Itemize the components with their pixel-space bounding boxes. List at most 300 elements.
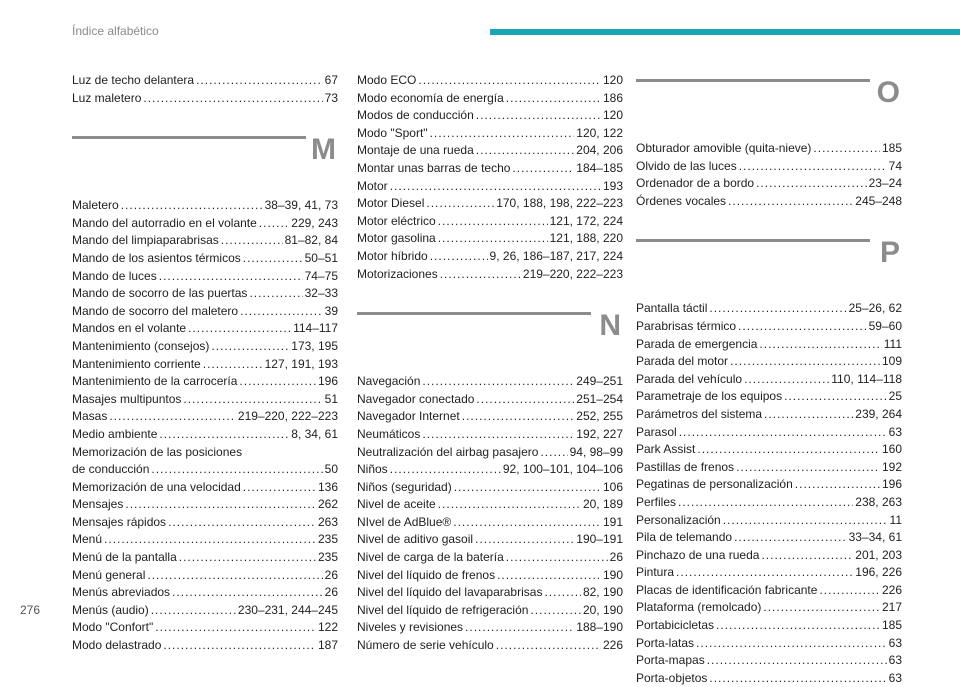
entry-pages: 39 <box>324 303 338 318</box>
index-entry <box>72 90 338 108</box>
entry-leader-dots <box>104 531 316 549</box>
entry-leader-dots <box>183 391 322 409</box>
entry-pages: 63 <box>888 635 902 650</box>
entry-term: Montaje de una rueda <box>357 143 474 158</box>
entry-leader-dots <box>738 318 867 336</box>
entry-pages: 120, 122 <box>576 125 623 140</box>
entry-pages: 190 <box>602 567 623 582</box>
index-entry <box>72 531 338 549</box>
index-entry <box>357 90 623 108</box>
entry-pages: 111 <box>883 336 902 351</box>
entry-pages: 63 <box>888 653 902 668</box>
entry-term: Porta-mapas <box>636 653 705 668</box>
entry-leader-dots <box>422 373 574 391</box>
index-entry <box>72 232 338 250</box>
index-entry <box>72 268 338 286</box>
entry-leader-dots <box>168 514 316 532</box>
entry-term: Nivel de aditivo gasoil <box>357 532 474 547</box>
section-header-n <box>357 311 623 363</box>
entry-pages: 235 <box>317 550 338 565</box>
entry-pages: 187 <box>317 638 338 653</box>
entry-pages: 25 <box>888 389 902 404</box>
index-entry <box>72 391 338 409</box>
entry-leader-dots <box>678 494 853 512</box>
entry-pages: 26 <box>324 585 338 600</box>
index-entry <box>357 619 623 637</box>
entry-leader-dots <box>734 529 847 547</box>
index-entry <box>72 619 338 637</box>
index-entry <box>357 531 623 549</box>
entry-term: Niveles y revisiones <box>357 620 464 635</box>
entry-leader-dots <box>512 160 574 178</box>
index-entry <box>72 514 338 532</box>
section-rule <box>357 312 591 315</box>
entry-term: Número de serie vehículo <box>357 638 494 653</box>
index-entry <box>357 178 623 196</box>
index-entry <box>72 461 338 479</box>
entry-leader-dots <box>121 197 263 215</box>
entry-leader-dots <box>764 406 853 424</box>
index-entry <box>357 373 623 391</box>
entry-list <box>72 197 338 654</box>
index-entry: Memorización de las posiciones <box>72 444 243 459</box>
index-entry <box>636 353 902 371</box>
index-entry <box>636 564 902 582</box>
section-header-m <box>72 135 338 187</box>
entry-term: Pantalla táctil <box>636 301 708 316</box>
entry-pages: 114–117 <box>293 321 338 336</box>
entry-leader-dots <box>159 268 303 286</box>
entry-pages: 185 <box>881 618 902 633</box>
entry-term: Masajes multipuntos <box>72 391 182 406</box>
entry-term: Motor <box>357 178 388 193</box>
entry-term: Masas <box>72 409 108 424</box>
index-entry <box>636 635 902 653</box>
entry-leader-dots <box>544 584 581 602</box>
index-entry <box>636 193 902 211</box>
index-entry <box>357 266 623 284</box>
entry-pages: 252, 255 <box>576 409 623 424</box>
entry-leader-dots <box>196 72 323 90</box>
entry-pages: 235 <box>317 532 338 547</box>
entry-pages: 50 <box>324 462 338 477</box>
entry-leader-dots <box>390 461 501 479</box>
entry-leader-dots <box>784 388 887 406</box>
entry-list <box>357 373 623 655</box>
index-entry <box>636 371 902 389</box>
index-entry <box>636 529 902 547</box>
entry-term: Nivel de carga de la batería <box>357 550 504 565</box>
entry-leader-dots <box>476 142 575 160</box>
section-letter: N <box>599 309 621 343</box>
entry-term: de conducción <box>72 462 150 477</box>
entry-leader-dots <box>390 178 601 196</box>
entry-pages: 74–75 <box>304 268 338 283</box>
entry-pages: 9, 26, 186–187, 217, 224 <box>489 248 623 263</box>
entry-term: Parada de emergencia <box>636 336 758 351</box>
entry-pages: 160 <box>881 442 902 457</box>
entry-leader-dots <box>430 248 488 266</box>
entry-pages: 217 <box>881 600 902 615</box>
entry-pages: 81–82, 84 <box>284 233 338 248</box>
index-entry <box>357 461 623 479</box>
entry-pages: 192 <box>881 459 902 474</box>
entry-pages: 50–51 <box>304 250 338 265</box>
entry-term: Montar unas barras de techo <box>357 160 511 175</box>
index-entry <box>72 602 338 620</box>
entry-pages: 136 <box>317 479 338 494</box>
entry-pages: 11 <box>889 512 902 527</box>
index-entry <box>72 373 338 391</box>
entry-leader-dots <box>440 266 521 284</box>
index-entry <box>357 72 623 90</box>
entry-leader-dots <box>454 479 601 497</box>
entry-leader-dots <box>438 213 548 231</box>
entry-leader-dots <box>211 338 289 356</box>
entry-leader-dots <box>756 175 867 193</box>
entry-term: Pinchazo de una rueda <box>636 547 760 562</box>
entry-term: Medio ambiente <box>72 426 158 441</box>
entry-term: Memorización de una velocidad <box>72 479 241 494</box>
entry-list <box>357 72 623 283</box>
index-entry <box>72 320 338 338</box>
section-rule <box>72 136 306 139</box>
entry-term: Obturador amovible (quita-nieve) <box>636 141 812 155</box>
entry-term: Pastillas de frenos <box>636 459 735 474</box>
entry-pages: 239, 264 <box>855 406 902 421</box>
entry-pages: 184–185 <box>576 160 623 175</box>
entry-pages: 229, 243 <box>291 215 338 230</box>
entry-pages: 25–26, 62 <box>848 301 902 316</box>
entry-leader-dots <box>465 619 574 637</box>
entry-pages: 121, 172, 224 <box>549 213 623 228</box>
entry-term: Parada del vehículo <box>636 371 743 386</box>
entry-leader-dots <box>159 426 289 444</box>
entry-pages: 251–254 <box>576 391 623 406</box>
entry-pages: 201, 203 <box>855 547 902 562</box>
index-entry <box>72 408 338 426</box>
entry-pages: 20, 189 <box>582 497 623 512</box>
entry-leader-dots <box>147 567 322 585</box>
entry-leader-dots <box>506 549 608 567</box>
entry-term: Modo economía de energía <box>357 90 504 105</box>
index-entry <box>357 230 623 248</box>
index-column-2 <box>357 72 623 655</box>
entry-pages: 191 <box>602 514 623 529</box>
entry-leader-dots <box>744 371 829 389</box>
entry-leader-dots <box>462 408 575 426</box>
index-entry <box>636 512 902 530</box>
index-entry <box>357 567 623 585</box>
entry-list <box>636 140 902 210</box>
index-entry <box>72 250 338 268</box>
entry-leader-dots <box>530 602 581 620</box>
index-entry <box>72 215 338 233</box>
entry-pages: 121, 188, 220 <box>549 231 623 246</box>
entry-pages: 63 <box>888 424 902 439</box>
entry-pages: 73 <box>324 90 338 105</box>
entry-pages: 51 <box>324 391 338 406</box>
index-entry <box>72 584 338 602</box>
index-entry <box>636 336 902 354</box>
entry-leader-dots <box>506 90 601 108</box>
section-letter: P <box>879 236 900 270</box>
index-entry <box>72 338 338 356</box>
entry-leader-dots <box>418 72 601 90</box>
entry-leader-dots <box>155 619 316 637</box>
entry-term: Parada del motor <box>636 354 729 369</box>
entry-leader-dots <box>259 215 289 233</box>
index-column-3 <box>636 72 902 687</box>
entry-leader-dots <box>761 547 853 565</box>
entry-leader-dots <box>696 635 887 653</box>
entry-pages: 204, 206 <box>576 143 623 158</box>
entry-pages: 193 <box>602 178 623 193</box>
entry-leader-dots <box>540 444 567 462</box>
entry-leader-dots <box>475 531 574 549</box>
entry-term: Navegador conectado <box>357 391 475 406</box>
entry-pages: 170, 188, 198, 222–223 <box>496 196 623 211</box>
index-entry <box>636 617 902 635</box>
index-entry <box>357 514 623 532</box>
entry-pages: 122 <box>317 620 338 635</box>
entry-term: Modo "Sport" <box>357 125 428 140</box>
entry-pages: 110, 114–118 <box>831 371 902 386</box>
index-column-1 <box>72 72 338 655</box>
index-entry <box>636 140 902 158</box>
entry-term: Neumáticos <box>357 426 421 441</box>
entry-term: Olvido de las luces <box>636 158 737 173</box>
entry-pages: 238, 263 <box>855 494 902 509</box>
entry-leader-dots <box>188 320 291 338</box>
index-entry <box>357 479 623 497</box>
index-entry <box>357 160 623 178</box>
entry-pages: 67 <box>324 73 338 87</box>
entry-term: Mando del limpiaparabrisas <box>72 233 219 248</box>
entry-leader-dots <box>476 107 601 125</box>
entry-pages: 26 <box>609 550 623 565</box>
entry-leader-dots <box>426 195 494 213</box>
entry-leader-dots <box>709 670 886 687</box>
entry-term: Motor eléctrico <box>357 213 436 228</box>
index-entry <box>636 476 902 494</box>
entry-pages: 249–251 <box>576 374 623 389</box>
index-entry <box>357 125 623 143</box>
index-entry <box>72 197 338 215</box>
entry-pages: 38–39, 41, 73 <box>264 198 338 213</box>
entry-pages: 109 <box>881 354 902 369</box>
section-rule <box>636 239 870 242</box>
entry-leader-dots <box>736 459 880 477</box>
index-entry <box>636 670 902 687</box>
entry-leader-dots <box>143 90 322 108</box>
entry-term: Mensajes <box>72 497 124 512</box>
entry-leader-dots <box>172 584 323 602</box>
entry-pages: 20, 190 <box>582 602 623 617</box>
entry-term: Parametraje de los equipos <box>636 389 783 404</box>
entry-term: Menús abreviados <box>72 585 171 600</box>
entry-term: Pila de telemando <box>636 530 733 545</box>
index-entry <box>636 547 902 565</box>
entry-leader-dots <box>438 230 548 248</box>
entry-pages: 226 <box>602 638 623 653</box>
index-entry <box>72 285 338 303</box>
entry-leader-dots <box>697 441 880 459</box>
entry-pages: 127, 191, 193 <box>264 356 338 371</box>
section-header-o <box>636 78 902 130</box>
entry-term: Menú general <box>72 567 146 582</box>
entry-pages: 192, 227 <box>576 426 623 441</box>
entry-term: Navegador Internet <box>357 409 460 424</box>
entry-pages: 33–34, 61 <box>848 530 902 545</box>
entry-leader-dots <box>759 336 881 354</box>
entry-term: Niños <box>357 462 388 477</box>
entry-term: Órdenes vocales <box>636 193 727 208</box>
entry-term: Neutralización del airbag pasajero <box>357 444 539 459</box>
entry-term: Parámetros del sistema <box>636 406 763 421</box>
entry-term: Motorizaciones <box>357 266 438 281</box>
entry-pages: 188–190 <box>576 620 623 635</box>
index-entry <box>636 388 902 406</box>
entry-term: Perfiles <box>636 494 677 509</box>
section-letter: M <box>311 133 336 167</box>
entry-term: Plataforma (remolcado) <box>636 600 762 615</box>
entry-term: Menú de la pantalla <box>72 550 177 565</box>
index-entry <box>636 175 902 193</box>
entry-leader-dots <box>813 140 880 158</box>
entry-leader-dots <box>438 496 581 514</box>
entry-term: Mando del autorradio en el volante <box>72 215 257 230</box>
entry-term: Mandos en el volante <box>72 321 187 336</box>
entry-leader-dots <box>716 617 880 635</box>
index-entry <box>357 142 623 160</box>
entry-term: Menús (audio) <box>72 602 149 617</box>
entry-term: Luz maletero <box>72 90 142 105</box>
index-entry <box>636 599 902 617</box>
entry-term: Navegación <box>357 374 421 389</box>
index-entry <box>357 549 623 567</box>
entry-list <box>636 300 902 687</box>
entry-leader-dots <box>497 567 601 585</box>
index-entry <box>636 318 902 336</box>
index-entry <box>636 459 902 477</box>
entry-leader-dots <box>730 353 880 371</box>
index-entry <box>636 158 902 176</box>
entry-leader-dots <box>125 496 316 514</box>
entry-term: Mando de socorro del maletero <box>72 303 239 318</box>
header-accent-bar <box>490 29 960 35</box>
entry-term: Porta-latas <box>636 635 695 650</box>
entry-term: Luz de techo delantera <box>72 73 195 87</box>
index-entry <box>636 424 902 442</box>
index-entry <box>357 107 623 125</box>
entry-term: Motor híbrido <box>357 248 428 263</box>
index-entry <box>72 303 338 321</box>
entry-pages: 106 <box>602 479 623 494</box>
entry-pages: 219–220, 222–223 <box>237 409 338 424</box>
entry-leader-dots <box>109 408 236 426</box>
entry-leader-dots <box>679 424 887 442</box>
index-entry <box>636 494 902 512</box>
entry-pages: 74 <box>888 158 902 173</box>
entry-term: Modo delastrado <box>72 638 162 653</box>
entry-term: Mando de luces <box>72 268 157 283</box>
entry-term: Porta-objetos <box>636 670 708 685</box>
entry-term: Modo ECO <box>357 73 417 87</box>
index-entry <box>72 426 338 444</box>
entry-term: Mensajes rápidos <box>72 514 167 529</box>
entry-term: Mantenimiento de la carrocería <box>72 374 238 389</box>
entry-leader-dots <box>249 285 302 303</box>
entry-term: Maletero <box>72 198 119 213</box>
index-entry <box>357 426 623 444</box>
entry-leader-dots <box>240 303 323 321</box>
entry-pages: 63 <box>888 670 902 685</box>
index-entry <box>357 602 623 620</box>
entry-pages: 245–248 <box>855 193 902 208</box>
entry-pages: 173, 195 <box>291 338 338 353</box>
entry-term: Parasol <box>636 424 677 439</box>
entry-list <box>72 72 338 107</box>
section-letter: O <box>876 76 900 109</box>
entry-term: Modo "Confort" <box>72 620 154 635</box>
entry-term: Personalización <box>636 512 721 527</box>
entry-term: Motor Diesel <box>357 196 425 211</box>
entry-leader-dots <box>795 476 880 494</box>
index-entry <box>357 213 623 231</box>
entry-term: Niños (seguridad) <box>357 479 452 494</box>
index-entry <box>636 406 902 424</box>
section-rule <box>636 79 870 82</box>
index-entry <box>357 444 623 462</box>
index-entry <box>72 479 338 497</box>
entry-leader-dots <box>819 582 880 600</box>
entry-leader-dots <box>221 232 283 250</box>
entry-term: NIvel de AdBlue® <box>357 514 452 529</box>
index-entry <box>72 356 338 374</box>
index-entry <box>636 582 902 600</box>
entry-pages: 23–24 <box>868 176 902 191</box>
entry-term: Park Assist <box>636 442 696 457</box>
entry-pages: 120 <box>602 73 623 87</box>
entry-pages: 82, 190 <box>582 585 623 600</box>
entry-leader-dots <box>179 549 316 567</box>
index-entry <box>357 248 623 266</box>
entry-leader-dots <box>243 479 316 497</box>
entry-pages: 185 <box>881 141 902 155</box>
entry-term: Mando de los asientos térmicos <box>72 250 241 265</box>
entry-leader-dots <box>453 514 601 532</box>
entry-pages: 196 <box>317 374 338 389</box>
entry-pages: 8, 34, 61 <box>291 426 338 441</box>
entry-pages: 190–191 <box>576 532 623 547</box>
entry-term: Mantenimiento (consejos) <box>72 338 210 353</box>
entry-pages: 196 <box>881 477 902 492</box>
index-entry <box>72 496 338 514</box>
entry-leader-dots <box>476 391 574 409</box>
index-entry <box>72 567 338 585</box>
entry-term: Ordenador de a bordo <box>636 176 755 191</box>
index-entry <box>357 584 623 602</box>
entry-term: Nivel del líquido de frenos <box>357 567 496 582</box>
entry-leader-dots <box>151 602 236 620</box>
entry-pages: 120 <box>602 108 623 123</box>
entry-term: Nivel del líquido del lavaparabrisas <box>357 585 543 600</box>
entry-pages: 262 <box>317 497 338 512</box>
entry-term: Nivel de aceite <box>357 497 436 512</box>
entry-term: Pegatinas de personalización <box>636 477 793 492</box>
entry-pages: 219–220, 222–223 <box>522 266 623 281</box>
